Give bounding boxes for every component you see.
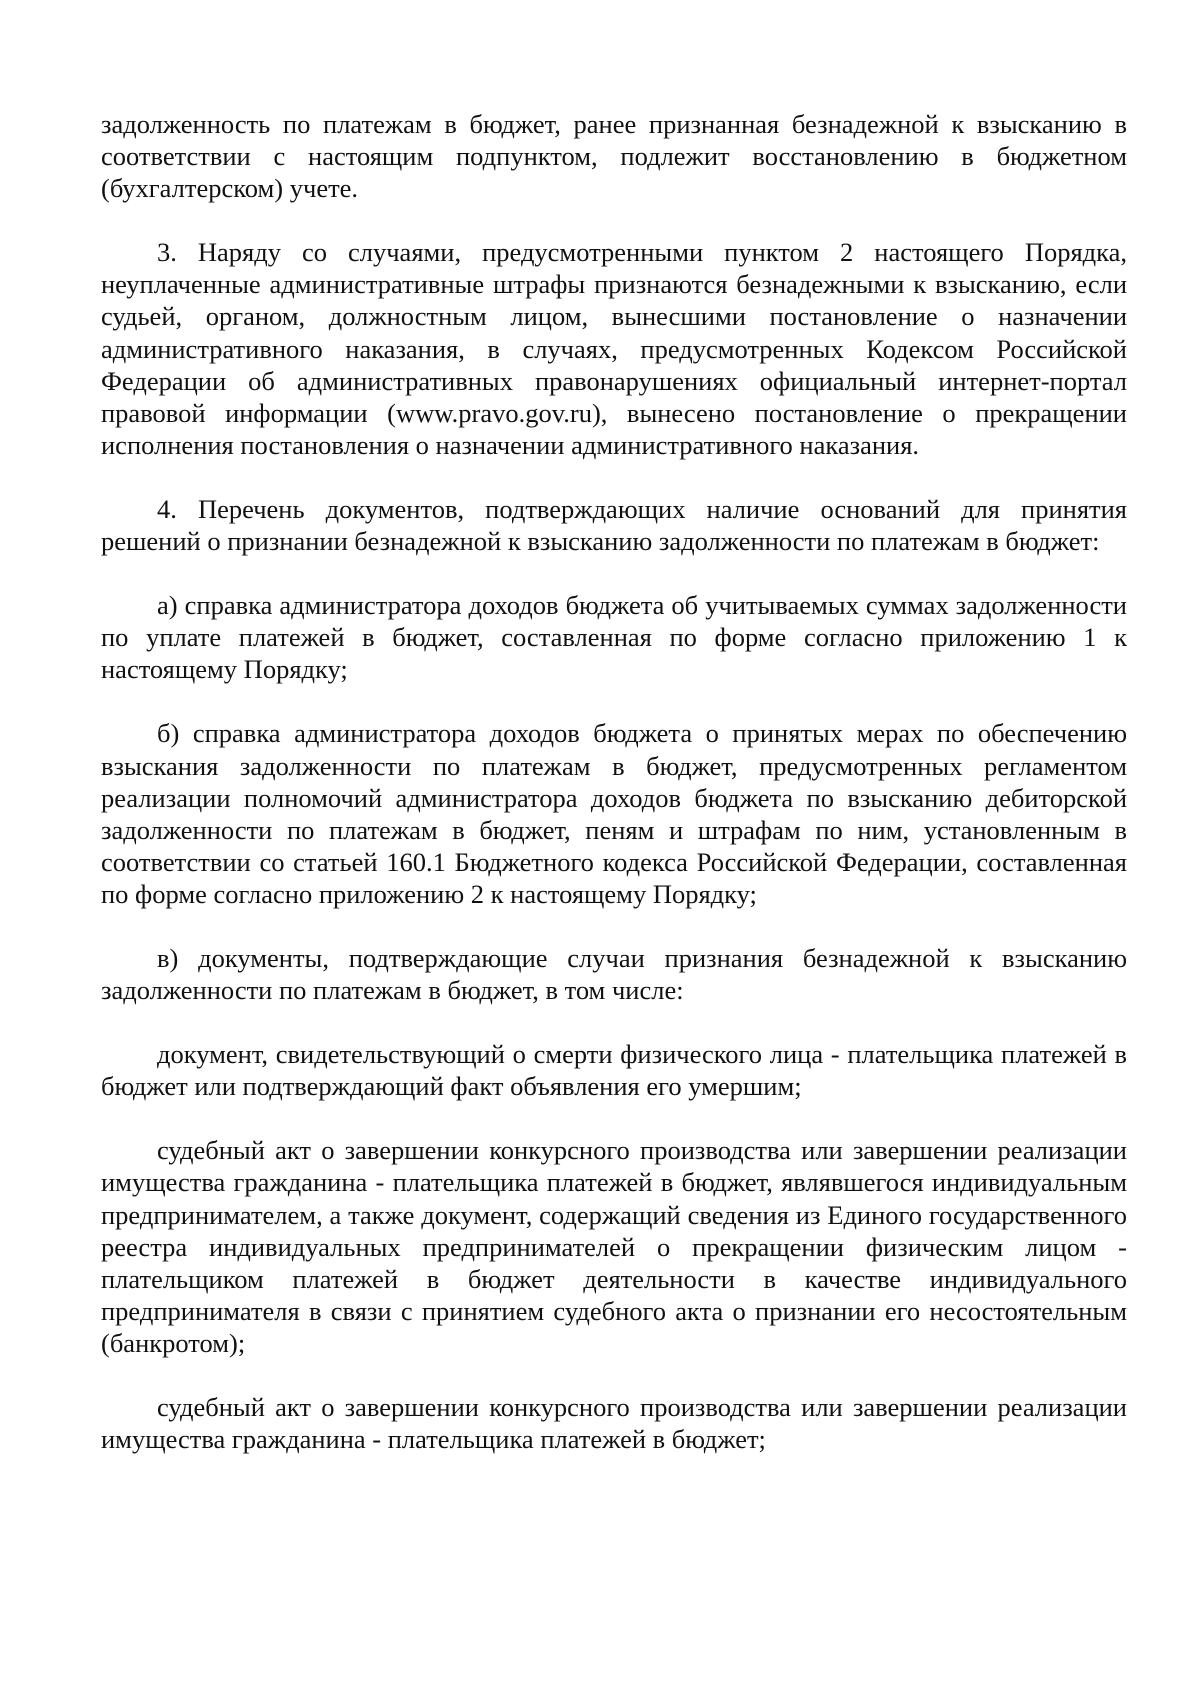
paragraph-court-act-entrepreneur: судебный акт о завершении конкурсного производства или завершении реализации имущества гражданина - плательщика платежей в бюджет, являвшегося индивидуальным предпринимателем, а также документ, содержащий сведения из Единого государственного реестра индивидуальных предпринимателей о прекращении физическим лицом - плательщиком платежей в бюджет деятельности в качестве индивидуального предпринимателя в связи с принятием судебного акта о признании его несостоятельным (банкротом); [101,1135,1127,1358]
paragraph-death-document: документ, свидетельствующий о смерти физического лица - плательщика платежей в бюджет или подтверждающий факт объявления его умершим; [101,1039,1127,1102]
document-page [101,108,1127,1455]
paragraph-subitem-b: б) справка администратора доходов бюджета о принятых мерах по обеспечению взыскания задолженности по платежам в бюджет, предусмотренных регламентом реализации полномочий администратора доходов бюджета по взысканию дебиторской задолженности по платежам в бюджет, пеням и штрафам по ним, установленным в соответствии со статьей 160.1 Бюджетного кодекса Российской Федерации, составленная по форме согласно приложению 2 к настоящему Порядку; [101,718,1127,909]
paragraph-item-3: 3. Наряду со случаями, предусмотренными пунктом 2 настоящего Порядка, неуплаченные административные штрафы признаются безнадежными к взысканию, если судьей, органом, должностным лицом, вынесшими постановление о назначении административного наказания, в случаях, предусмотренных Кодексом Российской Федерации об административных правонарушениях официальный интернет-портал правовой информации (www.pravo.gov.ru), вынесено постановление о прекращении исполнения постановления о назначении административного наказания. [101,237,1127,460]
paragraph-subitem-a: а) справка администратора доходов бюджета об учитываемых суммах задолженности по уплате платежей в бюджет, составленная по форме согласно приложению 1 к настоящему Порядку; [101,590,1127,685]
paragraph-item-4: 4. Перечень документов, подтверждающих наличие оснований для принятия решений о признании безнадежной к взысканию задолженности по платежам в бюджет: [101,493,1127,557]
paragraph-subitem-v: в) документы, подтверждающие случаи признания безнадежной к взысканию задолженности по платежам в бюджет, в том числе: [101,942,1127,1006]
paragraph-continuation: задолженность по платежам в бюджет, ранее признанная безнадежной к взысканию в соответствии с настоящим подпунктом, подлежит восстановлению в бюджетном (бухгалтерском) учете. [101,109,1127,204]
paragraph-court-act-citizen: судебный акт о завершении конкурсного производства или завершении реализации имущества гражданина - плательщика платежей в бюджет; [101,1392,1127,1455]
